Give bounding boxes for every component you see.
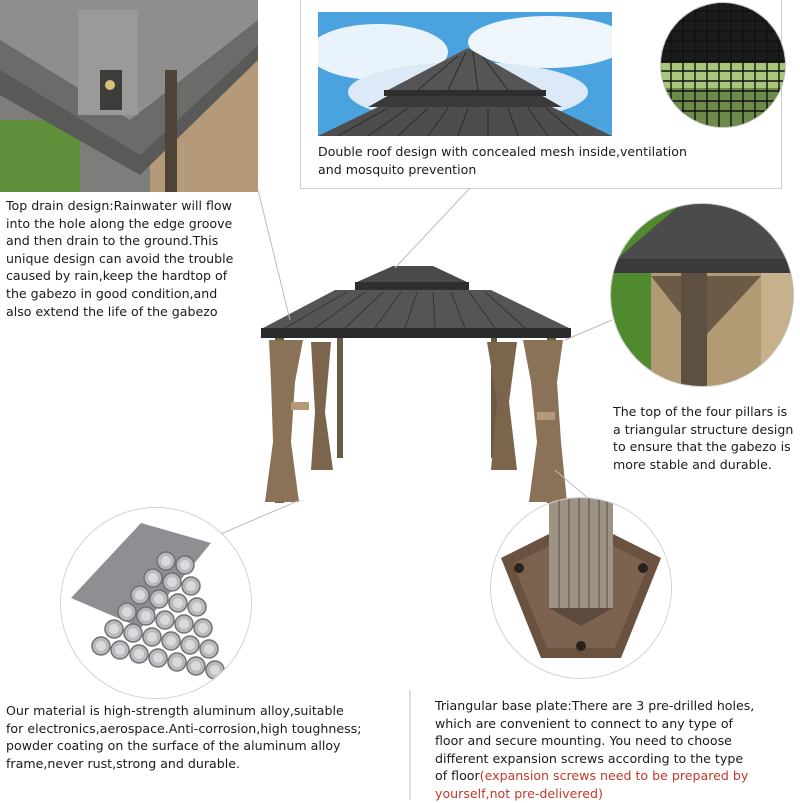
leader-line-roof — [395, 188, 470, 268]
drain-corner-photo — [0, 0, 258, 192]
base-plate-caption — [435, 697, 800, 803]
double-roof-photo — [318, 12, 612, 136]
mesh-closeup-circle — [660, 2, 786, 128]
material-caption: Our material is high-strength aluminum alloy,suitable for electronics,aerospace.Anti-corrosion,high toughness; powder coating on the surface of the aluminum alloy frame,never rust,strong and durable. — [6, 703, 362, 771]
base-plate-caption-main: Triangular base plate:There are 3 pre-drilled holes, which are convenient to connect to any type of floor and secure mounting. You need to choose different expansion screws according to the type of floor — [435, 698, 755, 784]
gazebo-illustration — [255, 262, 575, 512]
pillars-caption: The top of the four pillars is a triangular structure design to ensure that the gabezo is more stable and durable. — [613, 404, 794, 472]
pillar-top-circle — [610, 203, 794, 387]
aluminum-tubes-circle — [60, 507, 252, 699]
drain-caption: Top drain design:Rainwater will flow into the hole along the edge groove and then drain to the ground.This unique design can avoid the trouble caused by rain,keep the hardtop of the gabezo in good condition,and also extend the life of the gabezo — [6, 198, 234, 319]
roof-caption: Double roof design with concealed mesh inside,ventilation and mosquito prevention — [318, 144, 687, 177]
base-plate-note-line1: (expansion screws need to be prepared by — [479, 768, 749, 784]
base-plate-note-line2: yourself,not pre-delivered) — [435, 785, 603, 801]
base-plate-circle — [490, 497, 672, 679]
